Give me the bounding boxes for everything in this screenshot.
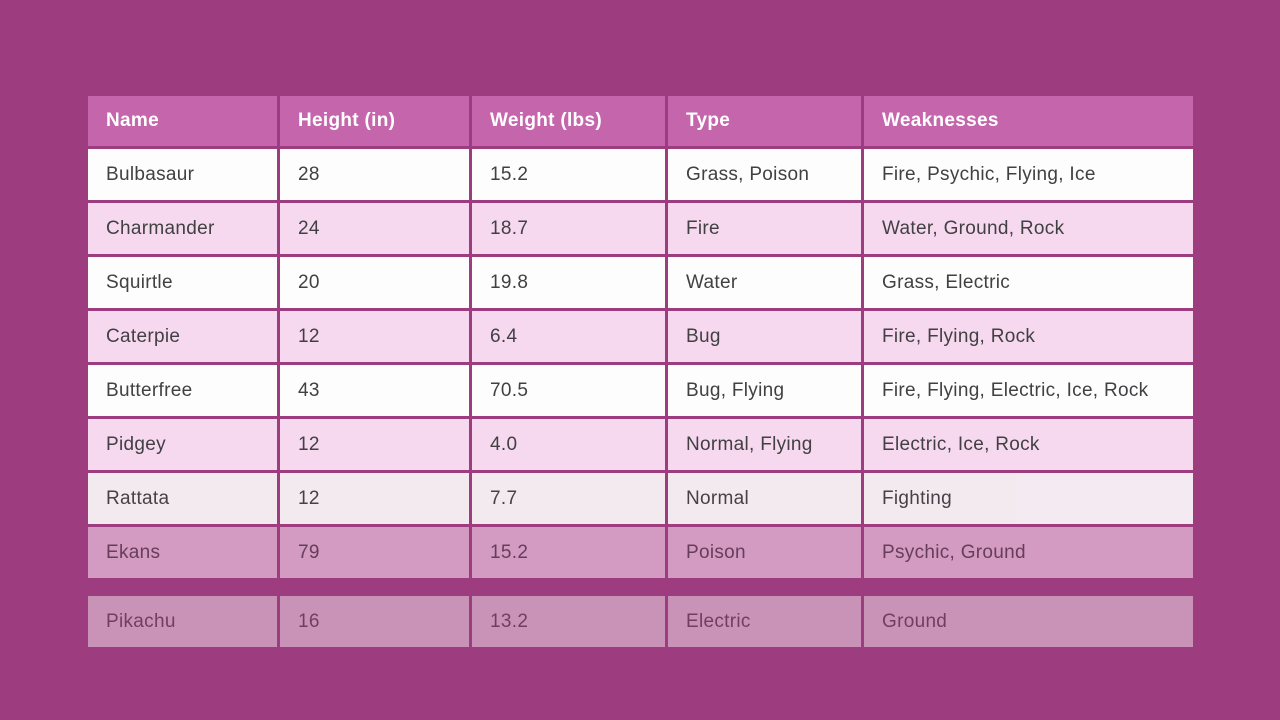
- table-cell: Water: [668, 257, 861, 308]
- table-cell: 12: [280, 419, 469, 470]
- table-cell: 12: [280, 311, 469, 362]
- table-cell: 15.2: [472, 527, 665, 578]
- table-cell: Fire, Psychic, Flying, Ice: [864, 149, 1193, 200]
- table-row: [88, 257, 1193, 308]
- column-header: Height (in): [280, 96, 469, 146]
- table-cell: 28: [280, 149, 469, 200]
- table-cell: 79: [280, 527, 469, 578]
- table-cell: Normal: [668, 473, 861, 524]
- table-cell: Fighting: [864, 473, 1193, 524]
- table-cell: Electric: [668, 596, 861, 647]
- table-row: [88, 527, 1193, 578]
- table-cell: Electric, Ice, Rock: [864, 419, 1193, 470]
- table-cell: 18.7: [472, 203, 665, 254]
- table-cell: Poison: [668, 527, 861, 578]
- table-cell: Grass, Electric: [864, 257, 1193, 308]
- table-cell: 6.4: [472, 311, 665, 362]
- column-header: Type: [668, 96, 861, 146]
- table-cell: 16: [280, 596, 469, 647]
- table-cell: Water, Ground, Rock: [864, 203, 1193, 254]
- table-cell: 20: [280, 257, 469, 308]
- table-cell: Fire, Flying, Electric, Ice, Rock: [864, 365, 1193, 416]
- table-cell: Squirtle: [88, 257, 277, 308]
- table-row: [88, 149, 1193, 200]
- table-cell: 13.2: [472, 596, 665, 647]
- table-row: [88, 473, 1193, 524]
- table-header-row: [88, 96, 1193, 146]
- table-cell: Psychic, Ground: [864, 527, 1193, 578]
- pokemon-stats-table: [88, 96, 1193, 650]
- table-cell: Charmander: [88, 203, 277, 254]
- table-cell: Grass, Poison: [668, 149, 861, 200]
- table-cell: 4.0: [472, 419, 665, 470]
- table-row: [88, 365, 1193, 416]
- table-cell: 24: [280, 203, 469, 254]
- table-cell: Normal, Flying: [668, 419, 861, 470]
- table-row: [88, 419, 1193, 470]
- table-cell: Bug, Flying: [668, 365, 861, 416]
- table-cell: 19.8: [472, 257, 665, 308]
- table-cell: Fire, Flying, Rock: [864, 311, 1193, 362]
- table-row: [88, 311, 1193, 362]
- table-cell: 15.2: [472, 149, 665, 200]
- table-cell: Bug: [668, 311, 861, 362]
- table-cell: Fire: [668, 203, 861, 254]
- table-cell: Pikachu: [88, 596, 277, 647]
- table-cell: Caterpie: [88, 311, 277, 362]
- table-cell: Bulbasaur: [88, 149, 277, 200]
- column-header: Weaknesses: [864, 96, 1193, 146]
- table-cell: 12: [280, 473, 469, 524]
- table-cell: Ekans: [88, 527, 277, 578]
- table-cell: 43: [280, 365, 469, 416]
- table-cell: Butterfree: [88, 365, 277, 416]
- table-cell: Ground: [864, 596, 1193, 647]
- column-header: Name: [88, 96, 277, 146]
- table-cell: 7.7: [472, 473, 665, 524]
- table-cell: 70.5: [472, 365, 665, 416]
- table-body: [88, 149, 1193, 647]
- table-row: [88, 596, 1193, 647]
- table-cell: Pidgey: [88, 419, 277, 470]
- column-header: Weight (lbs): [472, 96, 665, 146]
- table-cell: Rattata: [88, 473, 277, 524]
- table-row: [88, 203, 1193, 254]
